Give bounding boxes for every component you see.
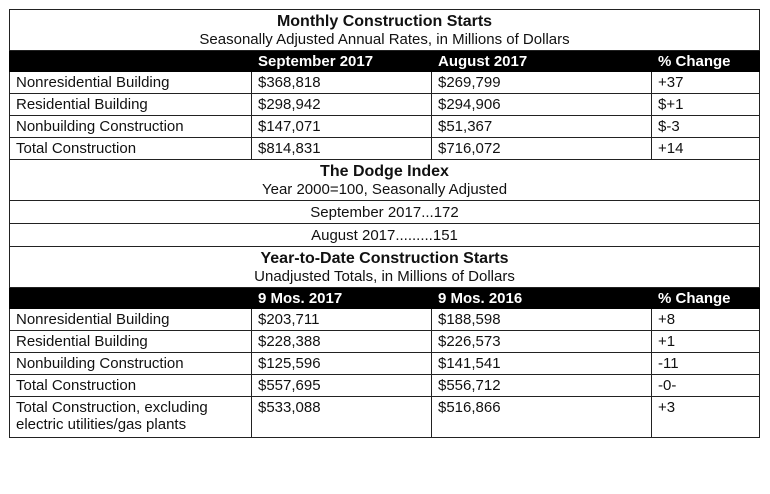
dodge-subtitle: Year 2000=100, Seasonally Adjusted [261,181,508,198]
row-change: +37 [652,72,760,94]
row-label: Nonbuilding Construction [10,116,252,138]
row-value-current: $125,596 [252,353,432,375]
dodge-line-sep: September 2017...172 [10,201,760,224]
dodge-line-aug: August 2017.........151 [10,224,760,247]
monthly-row [10,138,760,160]
ytd-header-row [10,288,760,309]
row-label: Total Construction [10,375,252,397]
row-value-prior: $269,799 [432,72,652,94]
dodge-title: The Dodge Index [320,163,449,180]
row-change: $+1 [652,94,760,116]
row-value-prior: $556,712 [432,375,652,397]
dodge-title-row [10,160,760,201]
ytd-header-label [10,288,252,309]
ytd-row [10,397,760,438]
ytd-header-change: % Change [652,288,760,309]
dodge-row [10,224,760,247]
row-label: Total Construction, excluding electric utilities/gas plants [10,397,252,438]
row-change: +1 [652,331,760,353]
row-value-prior: $294,906 [432,94,652,116]
row-label: Total Construction [10,138,252,160]
ytd-row [10,375,760,397]
row-value-current: $814,831 [252,138,432,160]
row-value-current: $203,711 [252,309,432,331]
dodge-row [10,201,760,224]
dodge-title-cell [10,160,760,201]
row-label: Nonresidential Building [10,72,252,94]
row-change: +8 [652,309,760,331]
row-change: -0- [652,375,760,397]
row-change: -11 [652,353,760,375]
row-change: +3 [652,397,760,438]
row-value-current: $298,942 [252,94,432,116]
construction-starts-table [9,9,759,438]
row-value-prior: $226,573 [432,331,652,353]
monthly-header-change: % Change [652,51,760,72]
monthly-title: Monthly Construction Starts [276,13,493,30]
ytd-row [10,309,760,331]
ytd-subtitle: Unadjusted Totals, in Millions of Dollars [254,268,515,285]
monthly-row [10,72,760,94]
row-change: +14 [652,138,760,160]
row-label: Nonbuilding Construction [10,353,252,375]
monthly-header-sep2017: September 2017 [252,51,432,72]
row-value-current: $228,388 [252,331,432,353]
row-value-prior: $51,367 [432,116,652,138]
monthly-row [10,94,760,116]
monthly-subtitle: Seasonally Adjusted Annual Rates, in Millions of Dollars [199,31,570,48]
row-value-current: $368,818 [252,72,432,94]
monthly-header-label [10,51,252,72]
row-value-prior: $516,866 [432,397,652,438]
monthly-header-row [10,51,760,72]
row-value-current: $557,695 [252,375,432,397]
starts-table [9,9,760,438]
ytd-title: Year-to-Date Construction Starts [260,250,509,267]
ytd-title-row [10,247,760,288]
row-label: Nonresidential Building [10,309,252,331]
monthly-title-cell [10,10,760,51]
ytd-row [10,331,760,353]
row-value-current: $533,088 [252,397,432,438]
row-value-prior: $141,541 [432,353,652,375]
ytd-row [10,353,760,375]
row-value-current: $147,071 [252,116,432,138]
ytd-header-2017: 9 Mos. 2017 [252,288,432,309]
row-label: Residential Building [10,331,252,353]
monthly-header-aug2017: August 2017 [432,51,652,72]
row-value-prior: $716,072 [432,138,652,160]
monthly-row [10,116,760,138]
row-value-prior: $188,598 [432,309,652,331]
ytd-title-cell [10,247,760,288]
row-change: $-3 [652,116,760,138]
ytd-header-2016: 9 Mos. 2016 [432,288,652,309]
monthly-title-row [10,10,760,51]
row-label: Residential Building [10,94,252,116]
